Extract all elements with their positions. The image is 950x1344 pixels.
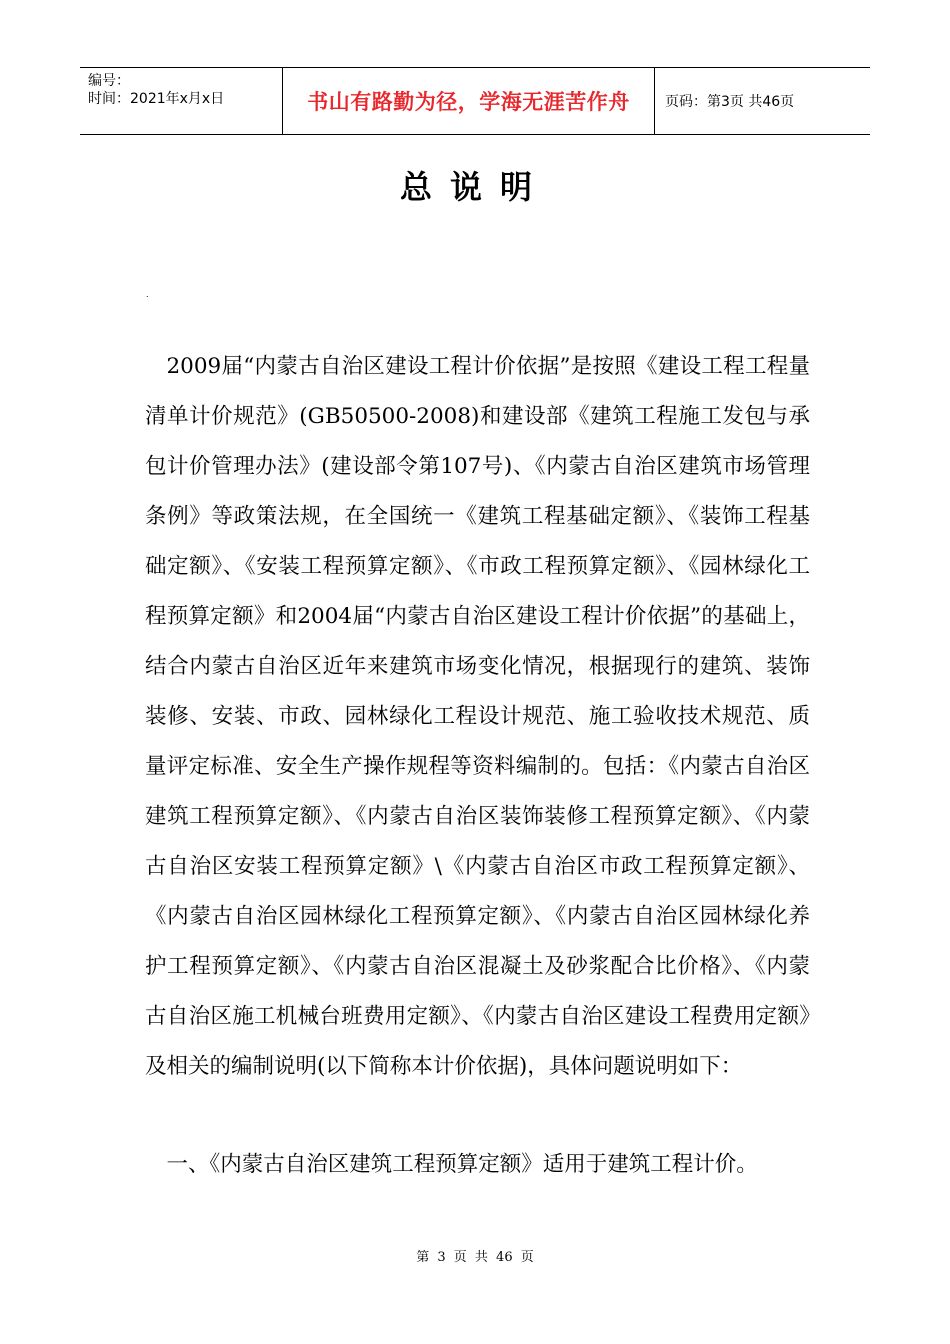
page-header — [80, 67, 870, 135]
header-motto: 书山有路勤为径，学海无涯苦作舟 — [283, 68, 655, 134]
stray-dot: . — [146, 290, 149, 299]
list-item-1: 一、《内蒙古自治区建筑工程预算定额》适用于建筑工程计价。 — [166, 1152, 758, 1177]
document-time: 时间：2021年x月x日 — [88, 91, 225, 107]
header-page-info: 页码：第3页 共46页 — [665, 94, 795, 110]
document-number-label: 编号： — [88, 73, 130, 89]
page-footer: 第 3 页 共 46 页 — [416, 1250, 534, 1265]
main-paragraph: 2009届“内蒙古自治区建设工程计价依据”是按照《建设工程工程量清单计价规范》(GB50500-2008)和建设部《建筑工程施工发包与承包计价管理办法》(建设部令第107号)、《内蒙古自治区建筑市场管理条例》等政策法规，在全国统一《建筑工程基础定额》、《装饰工程基础定额》、《安装工程预算定额》、《市政工程预算定额》、《园林绿化工程预算定额》和2004届“内蒙古自治区建设工程计价依据”的基础上，结合内蒙古自治区近年来建筑市场变化情况，根据现行的建筑、装饰装修、安装、市政、园林绿化工程设计规范、施工验收技术规范、质量评定标准、安全生产操作规程等资料编制的。包括：《内蒙古自治区建筑工程预算定额》、《内蒙古自治区装饰装修工程预算定额》、《内蒙古自治区安装工程预算定额》\《内蒙古自治区市政工程预算定额》、《内蒙古自治区园林绿化工程预算定额》、《内蒙古自治区园林绿化养护工程预算定额》、《内蒙古自治区混凝土及砂浆配合比价格》、《内蒙古自治区施工机械台班费用定额》、《内蒙古自治区建设工程费用定额》及相关的编制说明(以下简称本计价依据)，具体问题说明如下： — [145, 354, 810, 1079]
page-title: 总说明 — [399, 168, 550, 206]
header-meta — [80, 68, 283, 134]
